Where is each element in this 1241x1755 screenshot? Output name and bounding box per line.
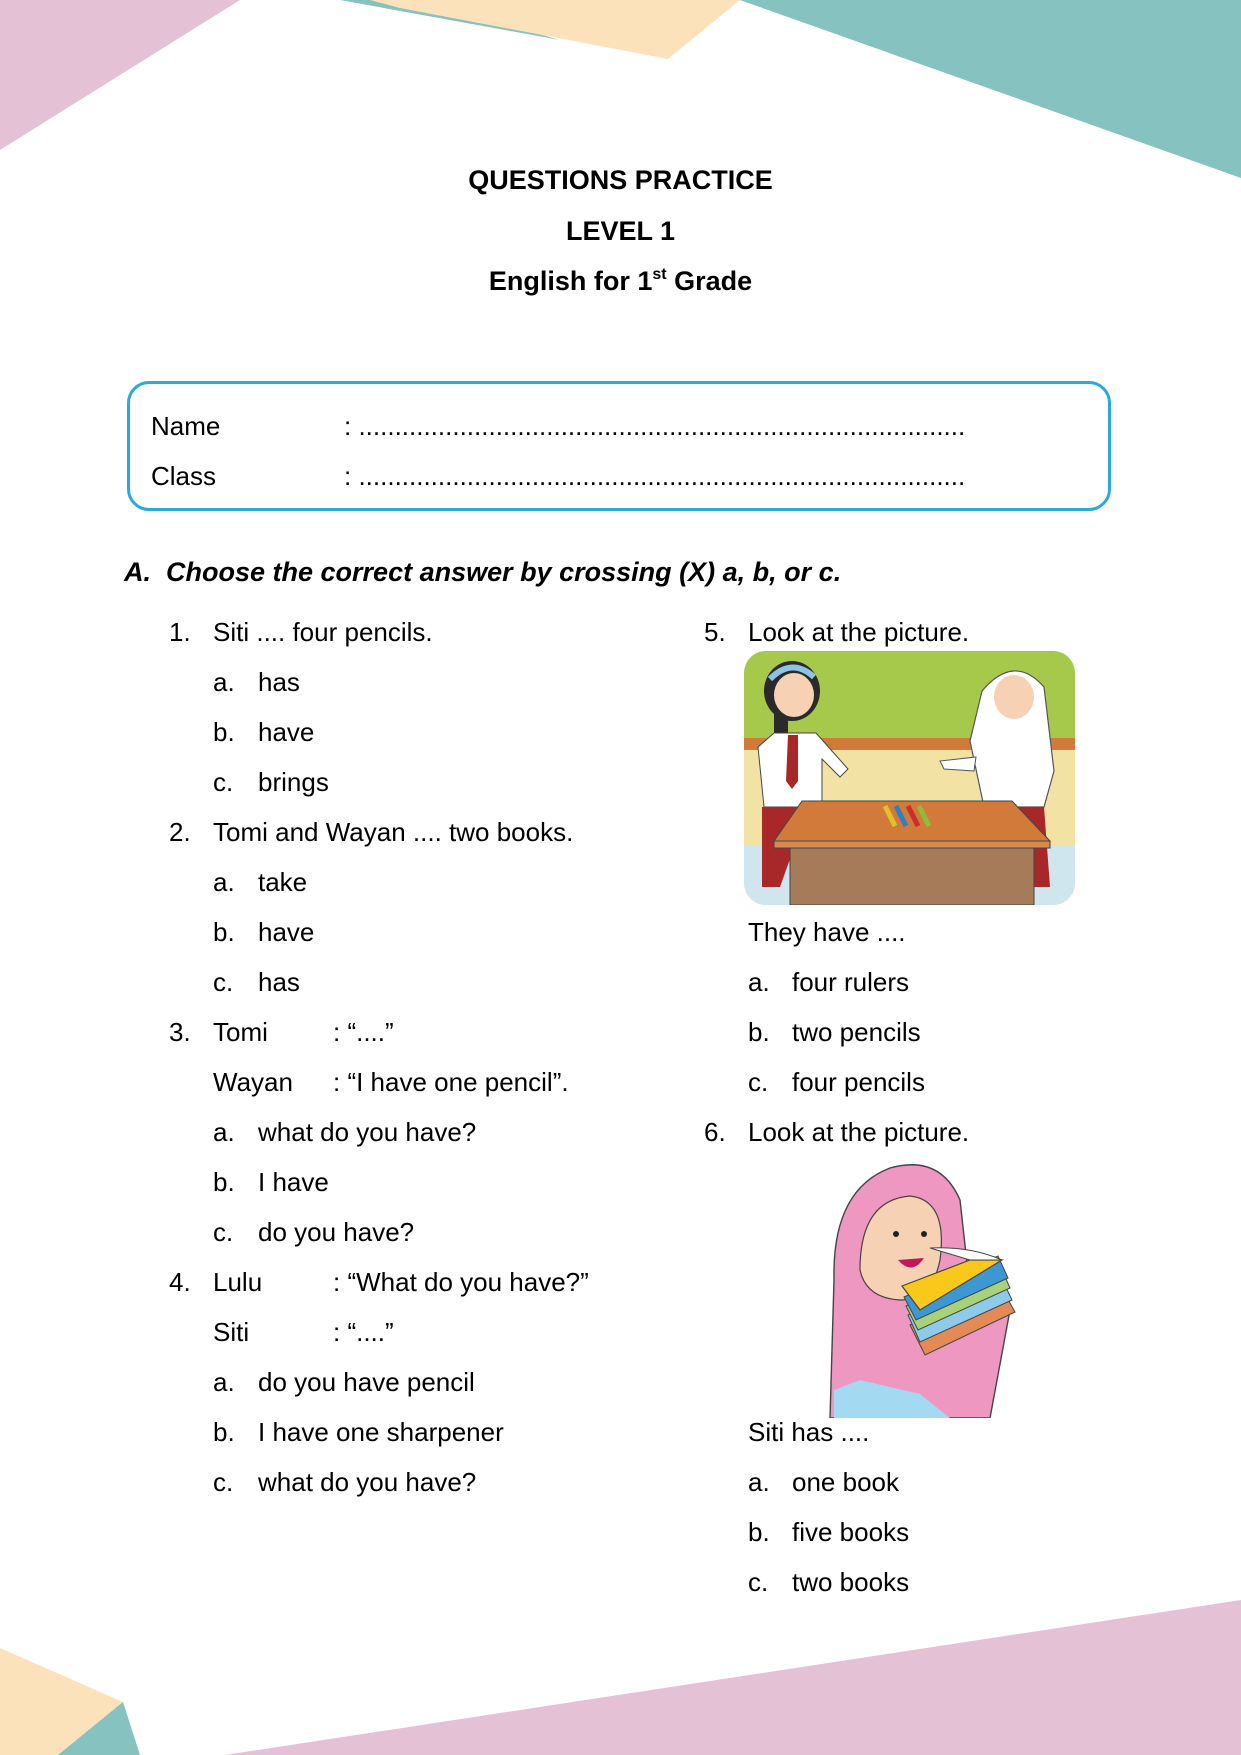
section-instruction: Choose the correct answer by crossing (X) a, b, or c. xyxy=(166,557,842,587)
dialog-line-1 xyxy=(213,1267,589,1297)
student-info-box xyxy=(127,381,1111,511)
option-letter: c. xyxy=(213,1467,234,1497)
question-number: 2. xyxy=(169,817,191,847)
question-number: 6. xyxy=(704,1117,726,1147)
option-text: take xyxy=(258,867,308,897)
question-3 xyxy=(169,1017,394,1047)
option-letter: b. xyxy=(748,1517,770,1547)
option-3c[interactable] xyxy=(213,1217,415,1247)
option-letter: b. xyxy=(213,717,235,747)
option-2a[interactable] xyxy=(213,867,308,897)
classroom-picture xyxy=(744,651,1075,905)
class-field[interactable]: : .................................................................................... xyxy=(344,461,966,491)
question-5 xyxy=(704,617,970,647)
option-letter: a. xyxy=(748,1467,770,1497)
subtitle-superscript: st xyxy=(652,266,667,283)
dialog-line-2 xyxy=(213,1317,394,1347)
option-letter: c. xyxy=(213,967,234,997)
option-text: has xyxy=(258,967,300,997)
question-text: Look at the picture. xyxy=(748,1117,970,1147)
class-row xyxy=(151,461,965,491)
girl-with-books-picture xyxy=(820,1160,1026,1418)
option-text: have xyxy=(258,917,315,947)
option-text: do you have? xyxy=(258,1217,415,1247)
speaker: Tomi xyxy=(213,1017,268,1047)
subtitle-prefix: English for 1 xyxy=(488,266,653,296)
question-text: Siti .... four pencils. xyxy=(213,617,433,647)
speaker: Siti xyxy=(213,1317,250,1347)
option-text: what do you have? xyxy=(258,1117,477,1147)
option-text: one book xyxy=(792,1467,899,1497)
question-2 xyxy=(169,817,574,847)
level-heading: LEVEL 1 xyxy=(565,216,676,246)
question-5-prompt: They have .... xyxy=(748,917,906,947)
option-6a[interactable] xyxy=(748,1467,899,1497)
option-letter: b. xyxy=(748,1017,770,1047)
option-letter: b. xyxy=(213,1167,235,1197)
option-3b[interactable] xyxy=(213,1167,329,1197)
option-text: do you have pencil xyxy=(258,1367,475,1397)
option-letter: c. xyxy=(213,1217,234,1247)
option-text: two books xyxy=(792,1567,910,1597)
question-number: 4. xyxy=(169,1267,191,1297)
option-letter: a. xyxy=(213,867,235,897)
option-letter: c. xyxy=(213,767,234,797)
speaker: Wayan xyxy=(213,1067,293,1097)
option-text: what do you have? xyxy=(258,1467,477,1497)
question-number: 3. xyxy=(169,1017,191,1047)
option-letter: c. xyxy=(748,1567,769,1597)
deco-teal-top-right xyxy=(740,0,1241,178)
option-6b[interactable] xyxy=(748,1517,910,1547)
question-number: 1. xyxy=(169,617,191,647)
option-text: I have xyxy=(258,1167,329,1197)
speech: : “....” xyxy=(333,1017,394,1047)
option-3a[interactable] xyxy=(213,1117,477,1147)
subtitle xyxy=(0,265,1241,297)
option-text: have xyxy=(258,717,315,747)
option-letter: a. xyxy=(213,1367,235,1397)
option-1b[interactable] xyxy=(213,717,315,747)
question-1 xyxy=(169,617,433,647)
deco-peach-top xyxy=(370,0,740,59)
option-letter: c. xyxy=(748,1067,769,1097)
speaker: Lulu xyxy=(213,1267,263,1297)
option-text: four pencils xyxy=(792,1067,925,1097)
option-letter: a. xyxy=(213,667,235,697)
question-6-prompt: Siti has .... xyxy=(748,1417,870,1447)
option-text: I have one sharpener xyxy=(258,1417,504,1447)
dialog-line-1 xyxy=(213,1017,394,1047)
option-6c[interactable] xyxy=(748,1567,910,1597)
deco-pink-bottom-right xyxy=(225,1600,1241,1755)
option-4a[interactable] xyxy=(213,1367,475,1397)
speech: : “I have one pencil”. xyxy=(333,1067,569,1097)
speech: : “....” xyxy=(333,1317,394,1347)
option-2b[interactable] xyxy=(213,917,315,947)
option-1a[interactable] xyxy=(213,667,300,697)
option-5a[interactable] xyxy=(748,967,910,997)
question-6 xyxy=(704,1117,970,1147)
option-text: five books xyxy=(792,1517,910,1547)
name-field[interactable]: : .................................................................................... xyxy=(344,411,966,441)
class-label: Class xyxy=(151,461,217,491)
page-title: QUESTIONS PRACTICE xyxy=(468,165,773,195)
option-letter: a. xyxy=(748,967,770,997)
option-text: brings xyxy=(258,767,329,797)
name-label: Name xyxy=(151,411,221,441)
option-letter: b. xyxy=(213,1417,235,1447)
option-text: two pencils xyxy=(792,1017,921,1047)
option-1c[interactable] xyxy=(213,767,329,797)
option-5c[interactable] xyxy=(748,1067,925,1097)
question-text: Tomi and Wayan .... two books. xyxy=(213,817,574,847)
dialog-line-2 xyxy=(213,1067,569,1097)
option-2c[interactable] xyxy=(213,967,300,997)
option-text: four rulers xyxy=(792,967,910,997)
option-4c[interactable] xyxy=(213,1467,477,1497)
question-4 xyxy=(169,1267,589,1297)
speech: : “What do you have?” xyxy=(333,1267,589,1297)
option-5b[interactable] xyxy=(748,1017,921,1047)
name-row xyxy=(151,411,965,441)
section-letter: A. xyxy=(124,557,151,587)
question-number: 5. xyxy=(704,617,726,647)
option-letter: a. xyxy=(213,1117,235,1147)
option-text: has xyxy=(258,667,300,697)
option-letter: b. xyxy=(213,917,235,947)
question-text: Look at the picture. xyxy=(748,617,970,647)
section-heading xyxy=(124,556,841,588)
subtitle-suffix: Grade xyxy=(666,266,753,296)
option-4b[interactable] xyxy=(213,1417,504,1447)
deco-pink-top-left xyxy=(0,0,240,150)
